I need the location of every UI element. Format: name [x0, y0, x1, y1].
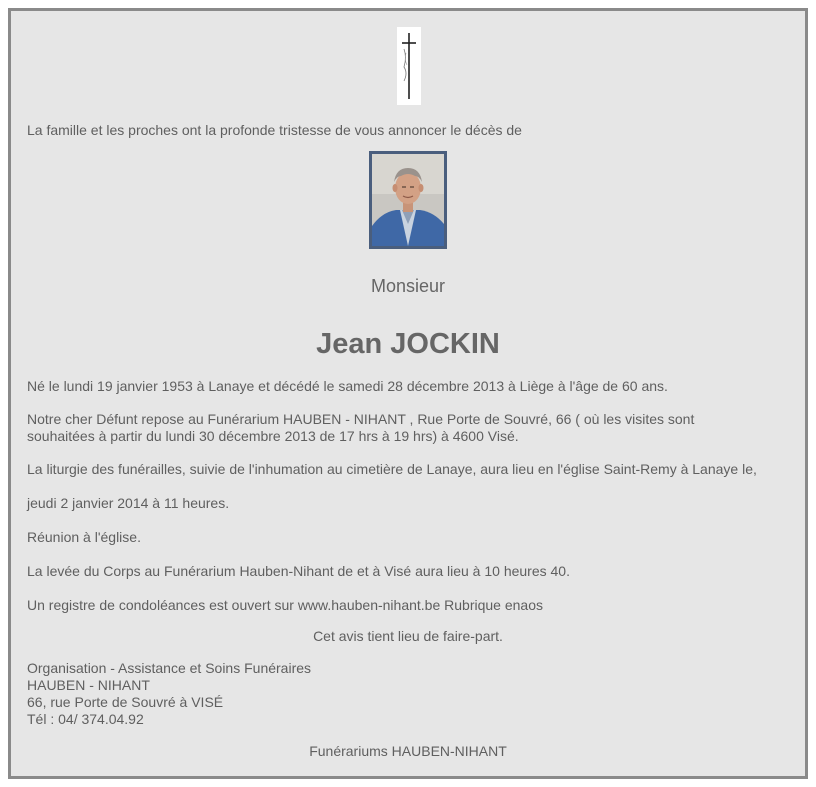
organisation-name: HAUBEN - NIHANT — [27, 677, 150, 693]
faire-part-notice: Cet avis tient lieu de faire-part. — [313, 628, 503, 644]
intro-text: La famille et les proches ont la profonde tristesse de vous annoncer le décès de — [27, 122, 522, 138]
death-notice-card — [8, 8, 808, 779]
honorific: Monsieur — [370, 276, 446, 296]
cross-icon — [397, 27, 421, 105]
repose-paragraph — [27, 411, 797, 445]
organisation-block — [27, 660, 797, 728]
footer-signature: Funérariums HAUBEN-NIHANT — [309, 743, 507, 759]
repose-line-1: Notre cher Défunt repose au Funérarium HAUBEN - NIHANT , Rue Porte de Souvré, 66 ( où les visites sont — [27, 411, 695, 427]
liturgy-paragraph: La liturgie des funérailles, suivie de l'inhumation au cimetière de Lanaye, aura lieu en l'église Saint-Remy à Lanaye le, — [27, 461, 757, 477]
register-paragraph: Un registre de condoléances est ouvert sur www.hauben-nihant.be Rubrique enaos — [27, 597, 543, 613]
levee-paragraph: La levée du Corps au Funérarium Hauben-Nihant de et à Visé aura lieu à 10 heures 40. — [27, 563, 570, 579]
repose-line-2: souhaitées à partir du lundi 30 décembre 2013 de 17 hrs à 19 hrs) à 4600 Visé. — [27, 428, 519, 444]
organisation-title: Organisation - Assistance et Soins Funéraires — [27, 660, 312, 676]
deceased-name: Jean JOCKIN — [316, 328, 500, 360]
organisation-phone: Tél : 04/ 374.04.92 — [27, 711, 144, 727]
portrait-photo — [369, 151, 447, 249]
organisation-address: 66, rue Porte de Souvré à VISÉ — [27, 694, 224, 710]
ceremony-date: jeudi 2 janvier 2014 à 11 heures. — [27, 495, 230, 511]
birth-death-paragraph: Né le lundi 19 janvier 1953 à Lanaye et décédé le samedi 28 décembre 2013 à Liège à l'âge de 60 ans. — [27, 378, 668, 394]
reunion-paragraph: Réunion à l'église. — [27, 529, 141, 545]
